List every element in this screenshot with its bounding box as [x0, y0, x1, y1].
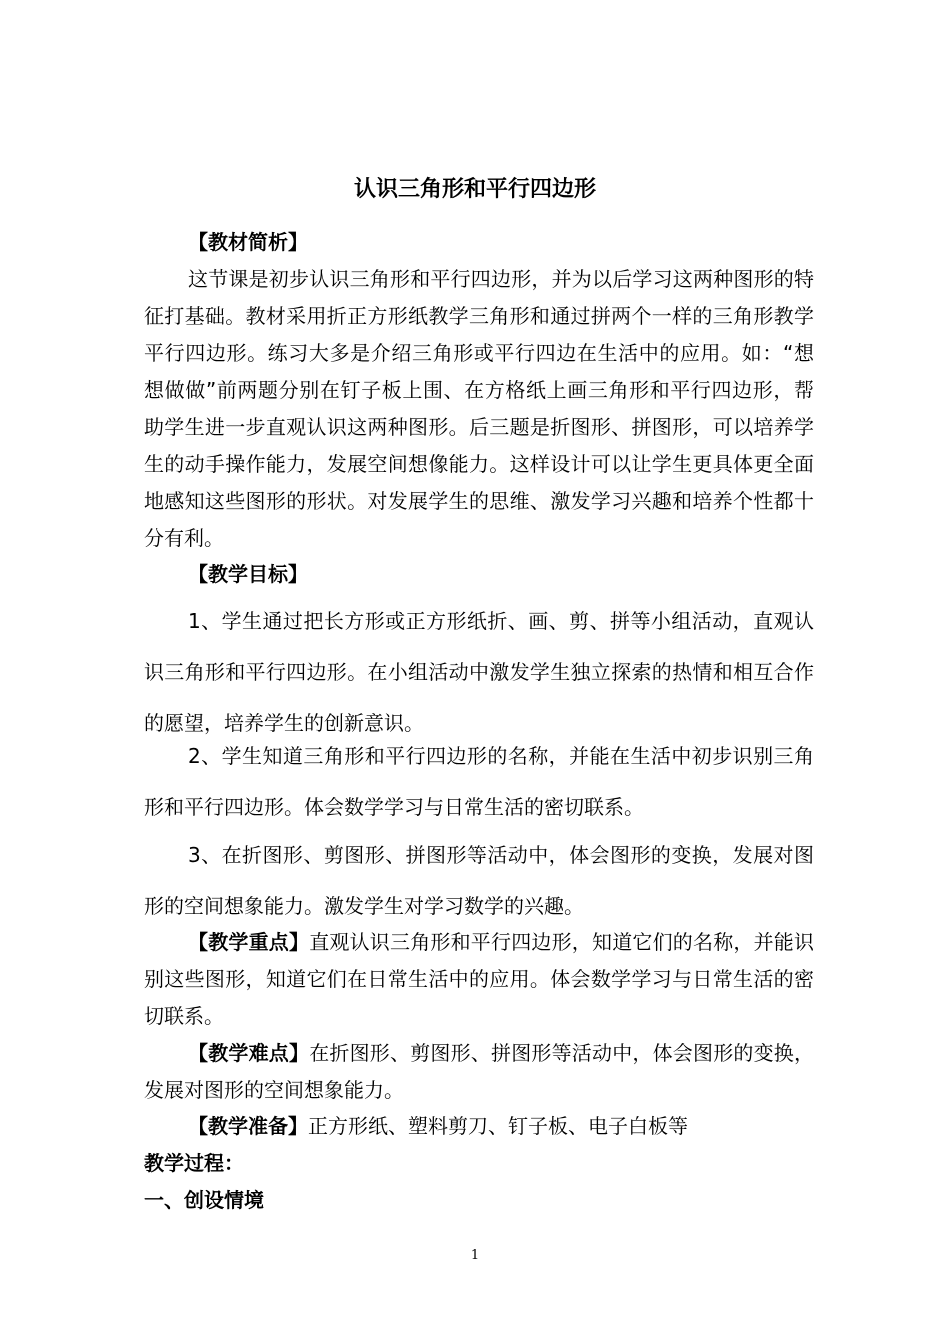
materials-text: 这节课是初步认识三角形和平行四边形，并为以后学习这两种图形的特征打基础。教材采用折正方形纸教学三角形和通过拼两个一样的三角形教学平行四边形。练习大多是介绍三角形或平行四边在生活中的应用。如：“想想做做”前两题分别在钉子板上围、在方格纸上画三角形和平行四边形，帮助学生进一步直观认识这两种图形。后三题是折图形、拼图形，可以培养学生的动手操作能力，发展空间想像能力。这样设计可以让学生更具体更全面地感知这些图形的形状。对发展学生的思维、激发学习兴趣和培养个性都十分有利。 — [144, 267, 814, 550]
page-number: 1 — [470, 1248, 480, 1263]
key-points-text: 直观认识三角形和平行四边形，知道它们的名称，并能识别这些图形，知道它们在日常生活中的应用。体会数学学习与日常生活的密切联系。 — [144, 930, 815, 1028]
process-heading: 教学过程： — [144, 1151, 244, 1175]
difficult-points-heading: 【教学难点】 — [188, 1041, 310, 1065]
goals-heading: 【教学目标】 — [188, 562, 308, 586]
step-1-heading: 一、创设情境 — [144, 1188, 264, 1212]
difficult-points-paragraph — [144, 1035, 814, 1109]
key-points-heading: 【教学重点】 — [188, 930, 310, 954]
goal-item-1: 1、学生通过把长方形或正方形纸折、画、剪、拼等小组活动，直观认识三角形和平行四边形。在小组活动中激发学生独立探索的热情和相互合作的愿望，培养学生的创新意识。 — [144, 609, 814, 735]
preparation-paragraph — [188, 1108, 688, 1145]
difficult-points-text: 在折图形、剪图形、拼图形等活动中，体会图形的变换，发展对图形的空间想象能力。 — [144, 1041, 815, 1102]
goal-item-3: 3、在折图形、剪图形、拼图形等活动中，体会图形的变换，发展对图形的空间想象能力。激发学生对学习数学的兴趣。 — [144, 843, 814, 918]
key-points-paragraph — [144, 924, 814, 1035]
goal-item-2: 2、学生知道三角形和平行四边形的名称，并能在生活中初步识别三角形和平行四边形。体会数学学习与日常生活的密切联系。 — [144, 744, 814, 819]
preparation-heading: 【教学准备】 — [188, 1114, 308, 1138]
document-title: 认识三角形和平行四边形 — [353, 177, 596, 202]
preparation-text: 正方形纸、塑料剪刀、钉子板、电子白板等 — [308, 1114, 688, 1138]
materials-heading: 【教材简析】 — [188, 230, 308, 254]
materials-paragraph — [144, 261, 814, 557]
